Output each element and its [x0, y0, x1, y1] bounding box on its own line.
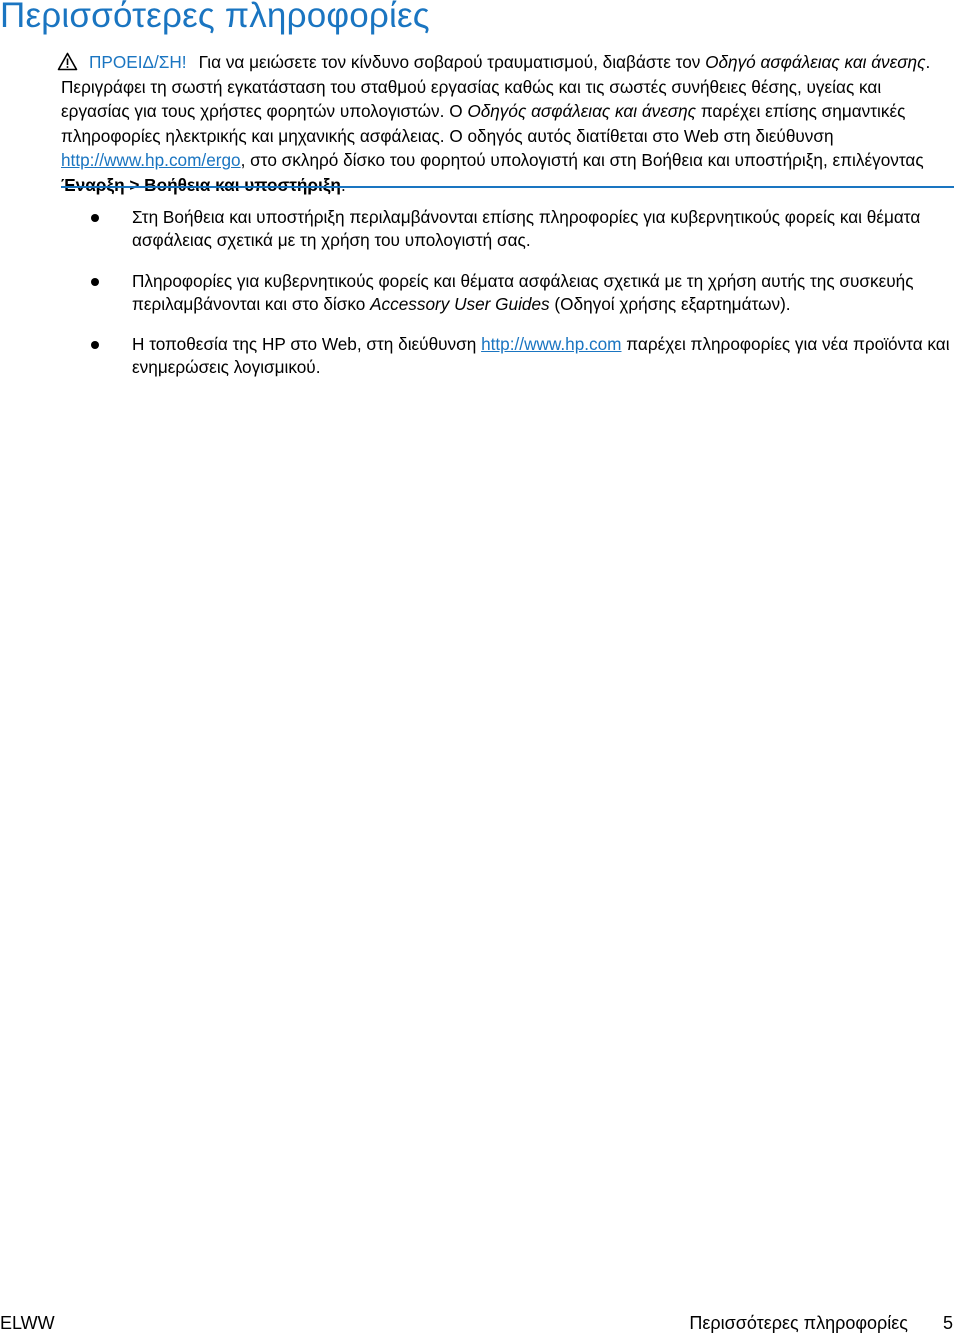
- list-item: Στη Βοήθεια και υποστήριξη περιλαμβάνονται επίσης πληροφορίες για κυβερνητικούς φορείς και θέματα ασφάλειας σχετικά με τη χρήση του υπολογιστή σας.: [132, 206, 954, 251]
- footer-section-title: Περισσότερες πληροφορίες: [689, 1313, 908, 1333]
- bullet-icon: [91, 214, 99, 222]
- footer-doc-code: ELWW: [0, 1313, 55, 1333]
- warning-text: Για να μειώσετε τον κίνδυνο σοβαρού τραυματισμού, διαβάστε τον: [198, 52, 706, 72]
- warning-text: .: [340, 174, 346, 195]
- warning-label: ΠΡΟΕΙΔ/ΣΗ!: [89, 52, 187, 72]
- page-title: Περισσότερες πληροφορίες: [0, 0, 430, 35]
- disc-name: Accessory User Guides: [370, 293, 550, 314]
- bullet-icon: [91, 278, 99, 286]
- hp-link[interactable]: http://www.hp.com: [481, 334, 622, 354]
- ergo-link[interactable]: http://www.hp.com/ergo: [61, 150, 241, 171]
- warning-text: , στο σκληρό δίσκο του φορητού υπολογιστή και στη Βοήθεια και υποστήριξη, επιλέγοντας: [240, 150, 924, 171]
- warning-block: [61, 50, 954, 198]
- warning-divider: [61, 186, 954, 188]
- page-number: 5: [942, 1313, 953, 1333]
- list-item: Πληροφορίες για κυβερνητικούς φορείς και θέματα ασφάλειας σχετικά με τη χρήση αυτής της συσκευής περιλαμβάνονται και στο δίσκο Accessory User Guides (Οδηγοί χρήσης εξαρτημάτων).: [132, 270, 954, 315]
- warning-text: . Περιγράφει τη σωστή εγκατάσταση του σταθμού εργασίας καθώς και τις σωστές συνήθειες θέσης, υγείας και εργασίας για τους χρήστες φορητών υπολογιστών. Ο: [61, 52, 931, 122]
- guide-name: Οδηγός ασφάλειας και άνεσης: [467, 101, 697, 122]
- menu-path: Έναρξη > Βοήθεια και υποστήριξη: [61, 174, 341, 195]
- list-item: Η τοποθεσία της HP στο Web, στη διεύθυνση http://www.hp.com παρέχει πληροφορίες για νέα προϊόντα και ενημερώσεις λογισμικού.: [132, 333, 954, 378]
- bullet-icon: [91, 341, 99, 349]
- warning-triangle-icon: [57, 52, 78, 71]
- guide-name: Οδηγό ασφάλειας και άνεσης: [705, 52, 926, 72]
- warning-text: παρέχει επίσης σημαντικές πληροφορίες ηλεκτρικής και μηχανικής ασφάλειας. Ο οδηγός αυτός διατίθεται στο Web στη διεύθυνση: [61, 101, 906, 146]
